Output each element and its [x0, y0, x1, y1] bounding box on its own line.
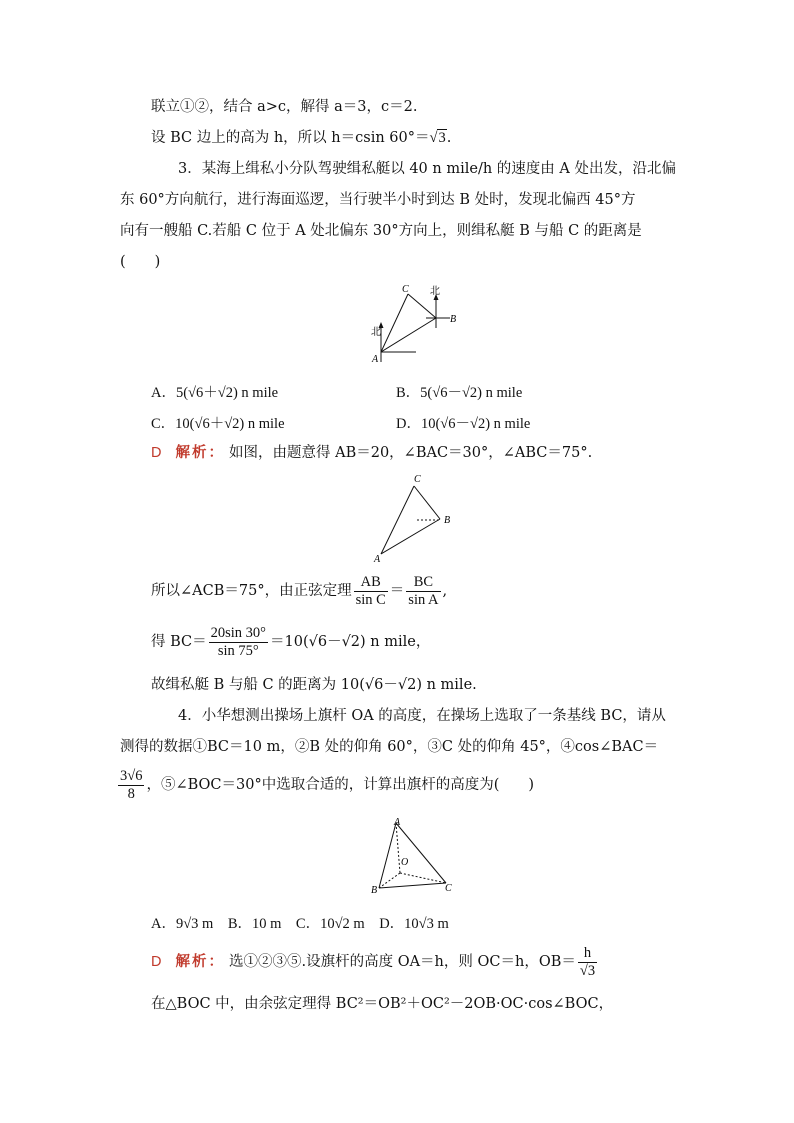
q3-option-b: B．5(√6－√2) n mile [396, 385, 523, 401]
q3-solution-text-3b: ＝10(√6－√2) n mile， [270, 634, 431, 650]
q3-solution-line-3 [151, 624, 430, 660]
fraction-ab-sinc: $\frac{AB}{\text{sin C}}$ [355, 573, 386, 608]
q3-line-2: 东 60°方向航行，进行海面巡逻，当行驶半小时到达 B 处时，发现北偏西 45°方 [120, 192, 636, 208]
q3-option-c: C．10(√6＋√2) n mile [151, 416, 285, 432]
label-b: B [450, 314, 457, 325]
sqrt-3: √3 [429, 130, 446, 146]
q3-option-d: D．10(√6－√2) n mile [396, 416, 531, 432]
q4-line-2: 测得的数据①BC＝10 m，②B 处的仰角 60°，③C 处的仰角 45°，④cos∠BAC＝ [120, 739, 659, 755]
q3-solution-line-2: 所以∠ACB＝75°，由正弦定理 $\frac{AB}{\text{sin C}}$ ＝ $\frac{BC}{\text{sin A}}$ , [151, 573, 448, 608]
q4-answer: D [151, 954, 162, 970]
tri-label-b: B [444, 515, 451, 526]
text-line-2-main: 设 BC 边上的高为 h，所以 h＝csin 60°＝ [151, 130, 430, 146]
q3-solution-text-2: 所以∠ACB＝75°，由正弦定理 [151, 583, 352, 599]
flag-label-c: C [445, 883, 452, 894]
fraction-20sin30-sin75: $\frac{20\sin 30^\circ}{\sin 75^\circ}$ [210, 624, 266, 659]
q3-solution-line-1 [151, 443, 592, 463]
q3-solution-text-1: 如图，由题意得 AB＝20，∠BAC＝30°，∠ABC＝75°. [228, 445, 593, 461]
q3-line-4: ( ) [120, 254, 161, 270]
fraction-h-sqrt3: $\frac{h}{√3}$ [579, 944, 596, 979]
q4-solution-text-1: 选①②③⑤.设旗杆的高度 OA＝h，则 OC＝h，OB＝ [228, 954, 576, 970]
q3-solution-triangle [370, 472, 460, 564]
north-label-a: 北 [371, 327, 381, 338]
flag-label-a: A [394, 817, 401, 828]
fraction-3sqrt6-8: $\frac{3√6}{8}$ [120, 767, 143, 802]
flag-label-b: B [371, 885, 378, 896]
q4-options: A．9√3 m B．10 m C．10√2 m D．10√3 m [151, 916, 449, 932]
q3-figure-compass [364, 282, 484, 372]
tri-label-c: C [414, 474, 421, 485]
tri-label-a: A [374, 554, 381, 564]
q3-answer: D [151, 445, 162, 461]
q4-line-3 [116, 767, 534, 803]
q4-solution-line-1 [151, 942, 599, 982]
flag-label-o: O [401, 857, 409, 868]
q4-figure-flagpole [368, 815, 468, 897]
north-label-b: 北 [430, 286, 440, 297]
label-a: A [372, 354, 379, 365]
q3-line-3: 向有一艘船 C.若船 C 位于 A 处北偏东 30°方向上，则缉私艇 B 与船 C 的距离是 [120, 223, 642, 239]
label-c: C [402, 284, 409, 295]
q3-line-1: 3．某海上缉私小分队驾驶缉私艇以 40 n mile/h 的速度由 A 处出发，沿北偏 [178, 161, 676, 177]
q4-line-1: 4．小华想测出操场上旗杆 OA 的高度，在操场上选取了一条基线 BC，请从 [178, 708, 666, 724]
q4-jiexi-label: 解析： [175, 953, 225, 970]
fraction-bc-sina: $\frac{BC}{\text{sin A}}$ [408, 573, 439, 608]
q3-option-a: A．5(√6＋√2) n mile [151, 385, 279, 401]
text-line-1: 联立①②，结合 a>c，解得 a＝3，c＝2. [151, 99, 418, 115]
q3-jiexi-label: 解析： [175, 444, 225, 461]
q3-solution-text-3a: 得 BC＝ [151, 634, 207, 650]
q4-solution-line-2: 在△BOC 中，由余弦定理得 BC²＝OB²＋OC²－2OB·OC·cos∠BOC， [151, 996, 614, 1012]
q4-line-3-text: ，⑤∠BOC＝30°中选取合适的，计算出旗杆的高度为( ) [146, 777, 535, 793]
q3-solution-line-4: 故缉私艇 B 与船 C 的距离为 10(√6－√2) n mile. [151, 677, 477, 693]
text-line-2: 设 BC 边上的高为 h，所以 h＝csin 60°＝√3. [151, 130, 452, 146]
